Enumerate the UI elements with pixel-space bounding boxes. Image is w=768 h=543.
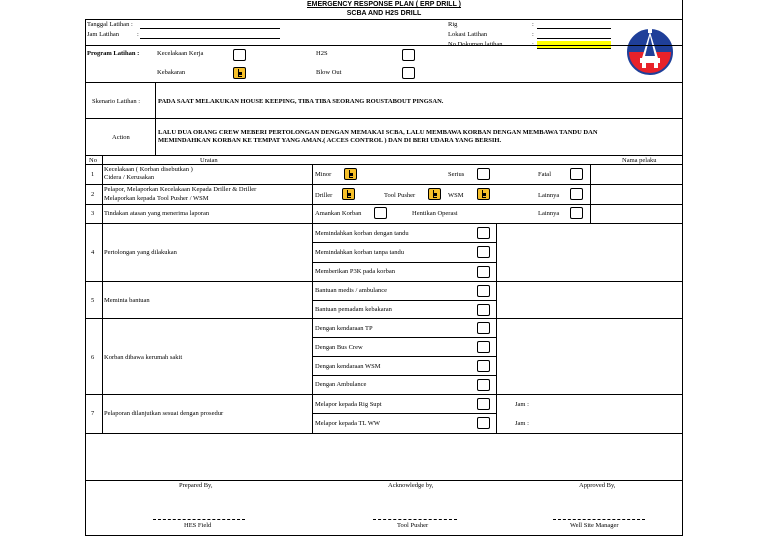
sig-acknowledge-title: Acknowledge by, (388, 482, 434, 489)
rig-label: Rig (448, 21, 458, 28)
row7-opt1-checkbox[interactable] (477, 398, 490, 410)
program-blowout-label: Blow Out (316, 69, 342, 76)
row6-opt3-checkbox[interactable] (477, 360, 490, 372)
row6-no: 6 (91, 354, 95, 361)
col-nama-header: Nama pelaku (622, 157, 657, 164)
program-h2s-label: H2S (316, 50, 328, 57)
row2-no: 2 (91, 191, 95, 198)
row6-opt2-label: Dengan Bus Crew (315, 344, 363, 351)
row2-lainnya-label: Lainnya (538, 192, 560, 199)
row1-serius-checkbox[interactable] (477, 168, 490, 180)
row1-minor-checkbox[interactable] (344, 168, 357, 180)
row3-lainnya-checkbox[interactable] (570, 207, 583, 219)
row4-opt2-label: Memindahkan korban tanpa tandu (315, 249, 404, 256)
row5-opt2-checkbox[interactable] (477, 304, 490, 316)
program-label: Program Latihan : (87, 50, 140, 57)
jam-label: Jam Latihan (87, 31, 119, 38)
row2-lainnya-checkbox[interactable] (570, 188, 583, 200)
tanggal-label: Tanggal Latihan : (87, 21, 133, 28)
row7-opt2-jam: Jam : (515, 420, 529, 427)
row6-uraian: Korban dibawa kerumah sakit (104, 354, 183, 361)
skenario-label: Skenario Latihan : (92, 98, 141, 105)
row1-no: 1 (91, 171, 95, 178)
row5-opt1-label: Bantuan medis / ambulance (315, 287, 388, 294)
row4-opt3-checkbox[interactable] (477, 266, 490, 278)
tanggal-field[interactable] (140, 21, 280, 29)
program-kecelakaan-label: Kecelakaan Kerja (157, 50, 204, 57)
row5-opt1-checkbox[interactable] (477, 285, 490, 297)
row4-opt1-label: Memindahkan korban dengan tandu (315, 230, 409, 237)
lokasi-field[interactable] (537, 31, 611, 39)
row4-opt2-checkbox[interactable] (477, 246, 490, 258)
row5-opt2-label: Bantuan pemadam kebakaran (315, 306, 392, 313)
action-label: Action (112, 134, 130, 141)
row1-uraian-line2: Cidera / Kerusakan (104, 174, 155, 181)
row3-no: 3 (91, 210, 95, 217)
sig-approved-role: Well Site Manager (570, 522, 619, 529)
sig-acknowledge-role: Tool Pusher (397, 522, 429, 529)
sig-prepared-role: HES Field (184, 522, 212, 529)
row1-uraian-line1: Kecelakaan ( Korban disebutkan ) (104, 166, 193, 173)
row7-opt2-checkbox[interactable] (477, 417, 490, 429)
row6-opt1-label: Dengan kendaraan TP (315, 325, 373, 332)
col-no-header: No (89, 157, 97, 164)
form-title: EMERGENCY RESPONSE PLAN ( ERP DRILL ) (306, 1, 462, 8)
row3-hentikan-label: Hentikan Operasi (412, 210, 458, 217)
rig-colon: : (532, 21, 534, 28)
row7-uraian: Pelaporan dilanjutkan sesuai dengan prosedur (104, 410, 224, 417)
row3-amankan-label: Amankan Korban (315, 210, 362, 217)
rig-field[interactable] (537, 21, 611, 29)
col-uraian-header: Uraian (200, 157, 218, 164)
lokasi-label: Lokasi Latihan (448, 31, 488, 38)
sig-approved-title: Approved By, (579, 482, 616, 489)
row6-opt1-checkbox[interactable] (477, 322, 490, 334)
row2-uraian-line2: Melaporkan kepada Tool Pusher / WSM (104, 195, 209, 202)
sig-prepared-title: Prepared By, (179, 482, 213, 489)
jam-field[interactable] (140, 31, 280, 39)
row3-uraian: Tindakan atasan yang menerima laporan (104, 210, 210, 217)
sig-prepared-line (153, 519, 245, 520)
lokasi-colon: : (532, 31, 534, 38)
row7-opt1-label: Melapor kepada Rig Supt (315, 401, 382, 408)
row7-opt2-label: Melapor kepada TL WW (315, 420, 381, 427)
row2-toolpusher-label: Tool Pusher (384, 192, 416, 199)
program-h2s-checkbox[interactable] (402, 49, 415, 61)
sig-approved-line (553, 519, 645, 520)
row4-uraian: Pertolongan yang dilakukan (104, 249, 177, 256)
rig-logo-icon (626, 24, 674, 80)
action-text-line2: MEMINDAHKAN KORBAN KE TEMPAT YANG AMAN.( ACCES CONTROL ) DAN DI BERI UDARA YANG BERSIH. (158, 137, 502, 144)
skenario-text: PADA SAAT MELAKUKAN HOUSE KEEPING, TIBA TIBA SEORANG ROUSTABOUT PINGSAN. (158, 98, 444, 105)
row4-no: 4 (91, 249, 95, 256)
dokumen-colon: : (532, 41, 534, 48)
row6-opt4-label: Dengan Ambulance (315, 381, 367, 388)
row6-opt3-label: Dengan kendaraan WSM (315, 363, 381, 370)
row5-no: 5 (91, 297, 95, 304)
row2-uraian-line1: Pelapor, Melaporkan Kecelakaan Kepada Driller & Driller (104, 186, 257, 193)
row1-minor-label: Minor (315, 171, 332, 178)
form-subtitle: SCBA AND H2S DRILL (346, 10, 422, 17)
row6-opt2-checkbox[interactable] (477, 341, 490, 353)
row1-fatal-checkbox[interactable] (570, 168, 583, 180)
row2-wsm-checkbox[interactable] (477, 188, 490, 200)
row2-wsm-label: WSM (448, 192, 464, 199)
sig-acknowledge-line (373, 519, 457, 520)
row7-opt1-jam: Jam : (515, 401, 529, 408)
row2-driller-checkbox[interactable] (342, 188, 355, 200)
row5-uraian: Meminta bantuan (104, 297, 150, 304)
action-text-line1: LALU DUA ORANG CREW MEBERI PERTOLONGAN DENGAN MEMAKAI SCBA, LALU MEMBAWA KORBAN DENGAN MEMBAWA TANDU DAN (158, 129, 598, 136)
dokumen-label: No Dokumen latihan (448, 41, 503, 48)
program-kebakaran-label: Kebakaran (157, 69, 186, 76)
row6-opt4-checkbox[interactable] (477, 379, 490, 391)
row3-lainnya-label: Lainnya (538, 210, 560, 217)
program-kecelakaan-checkbox[interactable] (233, 49, 246, 61)
program-kebakaran-checkbox[interactable] (233, 67, 246, 79)
row2-driller-label: Driller (315, 192, 333, 199)
row1-serius-label: Serius (448, 171, 465, 178)
row4-opt3-label: Memberikan P3K pada korban (315, 268, 395, 275)
jam-colon: : (137, 31, 139, 38)
row3-amankan-checkbox[interactable] (374, 207, 387, 219)
row7-no: 7 (91, 410, 95, 417)
row4-opt1-checkbox[interactable] (477, 227, 490, 239)
row2-toolpusher-checkbox[interactable] (428, 188, 441, 200)
row1-fatal-label: Fatal (538, 171, 551, 178)
program-blowout-checkbox[interactable] (402, 67, 415, 79)
